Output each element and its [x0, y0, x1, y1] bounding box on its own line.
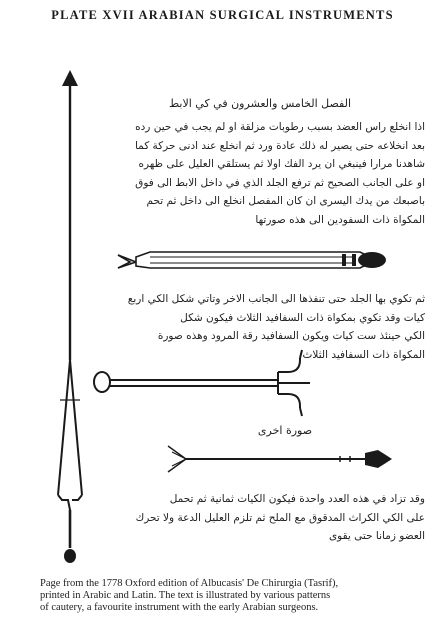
arabic-text-block-2: [100, 290, 425, 364]
caption-line: of cautery, a favourite instrument with the early Arabian surgeons.: [40, 602, 319, 613]
arrow-cautery-illustration: [168, 446, 392, 472]
arabic-text-block-3: [100, 490, 425, 546]
arabic-line: او على الجانب الصحيح ثم ترفع الجلد الذي في داخل الابط الى فوق: [135, 176, 425, 189]
caption-line: printed in Arabic and Latin. The text is illustrated by various patterns: [40, 590, 331, 601]
arabic-line: العضو زمانا حتى يقوى: [328, 530, 425, 542]
arabic-text-block-1: [100, 118, 425, 229]
arabic-line: باصبعك من يدك اليسرى ان كان المفصل انخلع الى داخل ثم تحم: [146, 195, 425, 207]
arabic-line: المكواة ذات السفافيد الثلاث: [302, 348, 425, 361]
arabic-line: بعد انخلاعه حتى يصير له ذلك عادة ورد ثم انخلع عند ادنى حركة كما: [134, 139, 425, 152]
arabic-line: المكواة ذات السفودين الى هذه صورتها: [255, 213, 425, 226]
arabic-line: شاهدنا مرارا فينبغي ان يرد الفك اولا ثم يستلقي العليل على ظهره: [138, 158, 425, 170]
plate-title: PLATE XVII ARABIAN SURGICAL INSTRUMENTS: [51, 8, 394, 22]
arabic-line: كيات وقد تكوي بمكواة ذات السفافيد الثلاث فيكون شكل: [180, 311, 425, 324]
figure-caption: [40, 578, 415, 614]
arabic-line: وقد تزاد في هذه العدد واحدة فيكون الكيات ثمانية ثم تحمل: [169, 493, 425, 505]
caption-line: Page from the 1778 Oxford edition of Albucasis' De Chirurgia (Tasrif),: [40, 578, 339, 589]
arabic-line: الكي حينئذ ست كيات ويكون السفافيد رقة المرود وهذه صورة: [157, 330, 425, 342]
arabic-line: على الكي الكراث المدقوق مع الملح ثم تلزم العليل الدعة ولا تحرك: [135, 511, 425, 524]
long-probe-illustration: [58, 70, 82, 563]
section-heading-arabic: الفصل الخامس والعشرون في كي الابط: [168, 97, 352, 110]
arabic-line: اذا انخلع راس العضد بسبب رطوبات مزلقة او لم يجب في حين رده: [135, 121, 425, 133]
figure-heading-arabic: صورة اخرى: [257, 424, 313, 437]
arabic-line: ثم تكوي بها الجلد حتى تنفذها الى الجانب الاخر وتاتي شكل الكي اربع: [127, 293, 425, 305]
two-prong-cautery-illustration: [118, 252, 386, 268]
